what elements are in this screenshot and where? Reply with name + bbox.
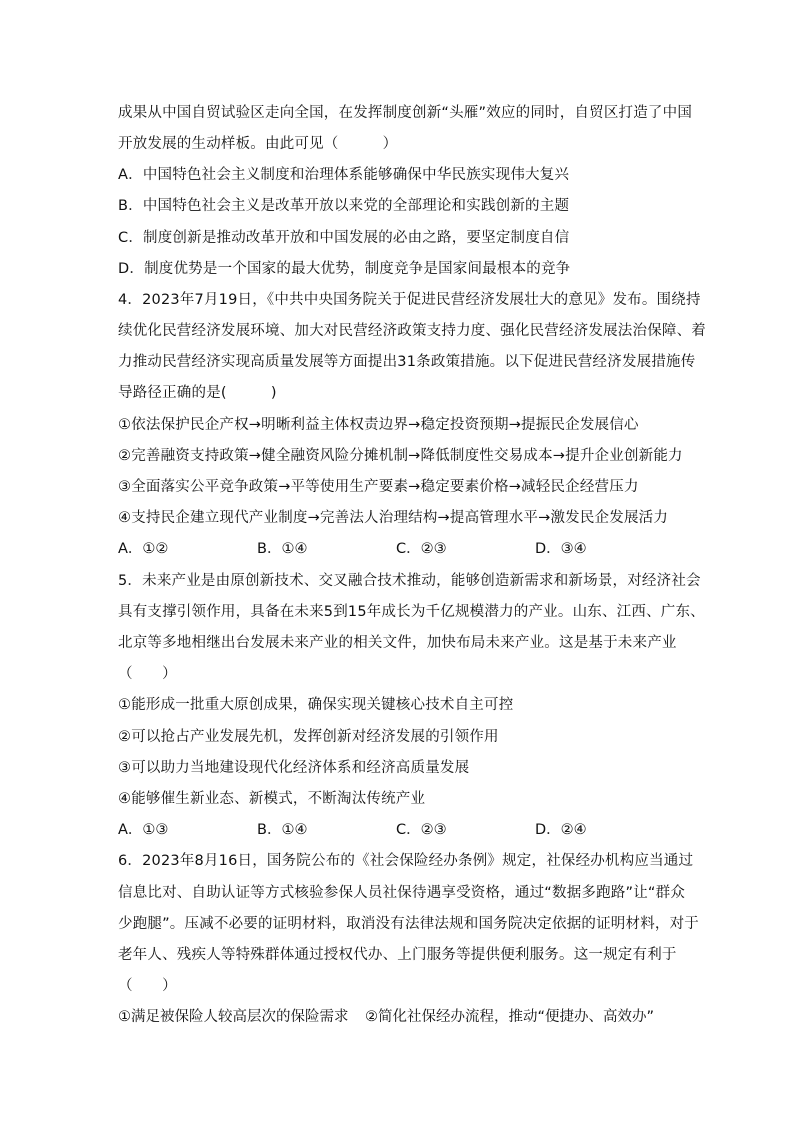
q6-stem-line-5: （ ） (118, 978, 177, 994)
q4-stem-line-1: 4．2023年7月19日，《中共中央国务院关于促进民营经济发展壮大的意见》发布。围绕持 (118, 292, 701, 308)
q4-statement-1: ①依法保护民企产权→明晰利益主体权责边界→稳定投资预期→提振民企发展信心 (118, 417, 639, 433)
q4-stem-line-4: 导路径正确的是( ) (118, 385, 277, 401)
q4-stem-line-2: 续优化民营经济发展环境、加大对民营经济政策支持力度、强化民营经济发展法治保障、着 (118, 323, 706, 339)
q6-stem-line-2: 信息比对、自助认证等方式核验参保人员社保待遇享受资格，通过“数据多跑路”让“群众 (118, 885, 686, 901)
q4-statement-2: ②完善融资支持政策→健全融资风险分摊机制→降低制度性交易成本→提升企业创新能力 (118, 448, 683, 464)
q5-stem-line-2: 具有支撑引领作用，具备在未来5到15年成长为千亿规模潜力的产业。山东、江西、广东、 (118, 604, 705, 620)
q5-option-d: D．②④ (535, 822, 587, 838)
q3-option-b: B．中国特色社会主义是改革开放以来党的全部理论和实践创新的主题 (118, 198, 570, 214)
q4-option-c: C．②③ (396, 541, 447, 557)
q6-statement-2: ②简化社保经办流程，推动“便捷办、高效办” (365, 1009, 655, 1025)
q6-stem-line-1: 6．2023年8月16日，国务院公布的《社会保险经办条例》规定，社保经办机构应当通过 (118, 853, 694, 869)
q3-option-d: D．制度优势是一个国家的最大优势，制度竞争是国家间最根本的竞争 (118, 261, 571, 277)
q5-stem-line-1: 5．未来产业是由原创新技术、交叉融合技术推动，能够创造新需求和新场景，对经济社会 (118, 573, 701, 589)
q3-option-a: A．中国特色社会主义制度和治理体系能够确保中华民族实现伟大复兴 (118, 167, 570, 183)
q3-stem-line-2: 开放发展的生动样板。由此可见（ ） (118, 136, 398, 152)
q6-statement-1: ①满足被保险人较高层次的保险需求 (118, 1009, 349, 1025)
q5-statement-4: ④能够催生新业态、新模式，不断淘汰传统产业 (118, 791, 426, 807)
q3-option-c: C．制度创新是推动改革开放和中国发展的必由之路，要坚定制度自信 (118, 230, 570, 246)
q4-stem-line-3: 力推动民营经济实现高质量发展等方面提出31条政策措施。以下促进民营经济发展措施传 (118, 354, 696, 370)
q4-option-b: B．①④ (257, 541, 308, 557)
q5-option-a: A．①③ (118, 822, 169, 838)
q4-statement-3: ③全面落实公平竞争政策→平等使用生产要素→稳定要素价格→减轻民企经营压力 (118, 479, 639, 495)
q3-stem-line-1: 成果从中国自贸试验区走向全国，在发挥制度创新“头雁”效应的同时，自贸区打造了中国 (118, 105, 693, 121)
q5-statement-1: ①能形成一批重大原创成果，确保实现关键核心技术自主可控 (118, 697, 514, 713)
q5-stem-line-4: （ ） (118, 666, 177, 682)
q5-option-b: B．①④ (257, 822, 308, 838)
q5-statement-2: ②可以抢占产业发展先机，发挥创新对经济发展的引领作用 (118, 729, 499, 745)
q4-option-a: A．①② (118, 541, 169, 557)
q5-statement-3: ③可以助力当地建设现代化经济体系和经济高质量发展 (118, 760, 470, 776)
q4-option-d: D．③④ (535, 541, 587, 557)
q5-option-c: C．②③ (396, 822, 447, 838)
q4-statement-4: ④支持民企建立现代产业制度→完善法人治理结构→提高管理水平→激发民企发展活力 (118, 510, 669, 526)
q6-stem-line-4: 老年人、残疾人等特殊群体通过授权代办、上门服务等提供便利服务。这一规定有利于 (118, 947, 677, 963)
q5-stem-line-3: 北京等多地相继出台发展未来产业的相关文件，加快布局未来产业。这是基于未来产业 (118, 635, 677, 651)
q6-stem-line-3: 少跑腿”。压减不必要的证明材料，取消没有法律法规和国务院决定依据的证明材料，对于 (118, 916, 700, 932)
